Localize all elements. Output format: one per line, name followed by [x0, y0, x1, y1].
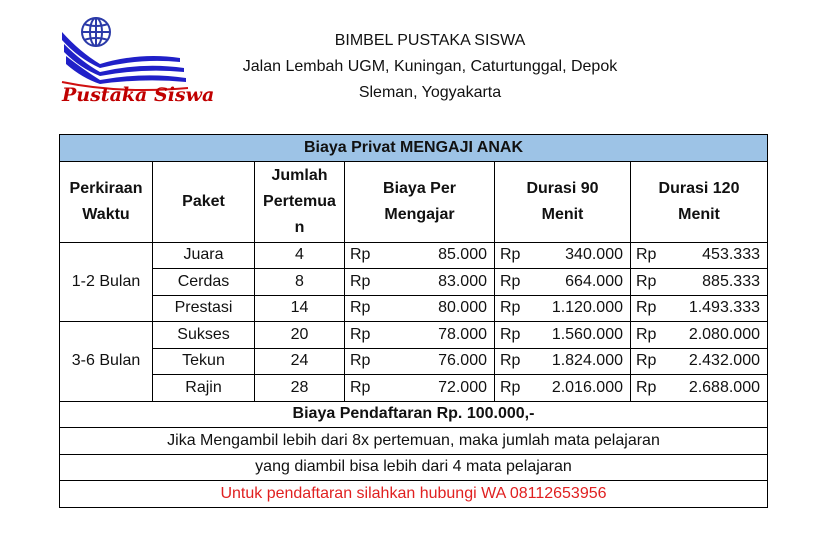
currency: Rp — [636, 352, 657, 370]
d90-cell — [495, 242, 631, 269]
col-header-waktu-line1: Perkiraan — [69, 179, 143, 197]
address-line-2: Sleman, Yogyakarta — [358, 84, 502, 101]
currency: Rp — [350, 246, 371, 264]
note-row-2 — [60, 454, 768, 481]
amount: 453.333 — [702, 246, 760, 264]
paket-cell: Rajin — [153, 375, 255, 402]
jumlah-cell: 20 — [255, 322, 345, 349]
biaya-cell — [345, 322, 495, 349]
currency: Rp — [500, 378, 521, 396]
col-header-jumlah-line3: n — [294, 218, 305, 236]
d120-cell — [631, 375, 768, 402]
currency: Rp — [500, 299, 521, 317]
d90-cell — [495, 348, 631, 375]
table-row — [60, 322, 768, 349]
jumlah-cell: 28 — [255, 375, 345, 402]
amount: 80.000 — [438, 299, 487, 317]
currency: Rp — [500, 272, 521, 290]
jumlah-cell: 24 — [255, 348, 345, 375]
table-row — [60, 269, 768, 296]
paket-cell: Cerdas — [153, 269, 255, 296]
address-line-1: Jalan Lembah UGM, Kuningan, Caturtunggal, Depok — [242, 58, 618, 75]
table-title-row — [60, 135, 768, 162]
amount: 72.000 — [438, 378, 487, 396]
amount: 340.000 — [565, 246, 623, 264]
d120-cell — [631, 269, 768, 296]
waktu-cell: 1-2 Bulan — [60, 242, 153, 322]
amount: 85.000 — [438, 246, 487, 264]
amount: 2.080.000 — [688, 325, 760, 343]
currency: Rp — [636, 299, 657, 317]
registration-fee: Biaya Pendaftaran Rp. 100.000,- — [60, 401, 768, 428]
col-header-jumlah-line2: Pertemua — [263, 192, 336, 210]
contact-info: Untuk pendaftaran silahkan hubungi WA 08112653956 — [60, 481, 768, 508]
paket-cell: Prestasi — [153, 295, 255, 322]
col-header-d90-line1: Durasi 90 — [526, 179, 599, 197]
col-header-d90 — [495, 161, 631, 242]
biaya-cell — [345, 295, 495, 322]
currency: Rp — [636, 272, 657, 290]
biaya-cell — [345, 269, 495, 296]
col-header-d120 — [631, 161, 768, 242]
header-row — [60, 161, 768, 242]
currency: Rp — [350, 272, 371, 290]
col-header-waktu-line2: Waktu — [82, 205, 130, 223]
jumlah-cell: 4 — [255, 242, 345, 269]
biaya-cell — [345, 242, 495, 269]
currency: Rp — [636, 325, 657, 343]
col-header-d120-line1: Durasi 120 — [658, 179, 740, 197]
col-header-jumlah-line1: Jumlah — [271, 166, 328, 184]
col-header-biaya — [345, 161, 495, 242]
col-header-biaya-line2: Mengajar — [384, 205, 455, 223]
d90-cell — [495, 375, 631, 402]
col-header-biaya-line1: Biaya Per — [383, 179, 456, 197]
jumlah-cell: 14 — [255, 295, 345, 322]
col-header-d90-line2: Menit — [541, 205, 584, 223]
amount: 83.000 — [438, 272, 487, 290]
currency: Rp — [350, 299, 371, 317]
col-header-waktu — [60, 161, 153, 242]
table-title: Biaya Privat MENGAJI ANAK — [60, 135, 768, 162]
amount: 2.016.000 — [551, 378, 623, 396]
paket-cell: Tekun — [153, 348, 255, 375]
registration-row — [60, 401, 768, 428]
amount: 1.560.000 — [551, 325, 623, 343]
currency: Rp — [636, 378, 657, 396]
d120-cell — [631, 322, 768, 349]
amount: 78.000 — [438, 325, 487, 343]
amount: 1.493.333 — [688, 299, 760, 317]
table-row — [60, 242, 768, 269]
col-header-jumlah — [255, 161, 345, 242]
currency: Rp — [350, 378, 371, 396]
d90-cell — [495, 322, 631, 349]
col-header-d120-line2: Menit — [678, 205, 720, 223]
currency: Rp — [500, 246, 521, 264]
amount: 2.432.000 — [688, 352, 760, 370]
d120-cell — [631, 295, 768, 322]
amount: 1.824.000 — [551, 352, 623, 370]
currency: Rp — [500, 325, 521, 343]
currency: Rp — [500, 352, 521, 370]
logo-text: Pustaka Siswa — [62, 84, 215, 106]
amount: 76.000 — [438, 352, 487, 370]
table-row — [60, 295, 768, 322]
note-row-1 — [60, 428, 768, 455]
price-table — [59, 134, 768, 508]
amount: 2.688.000 — [688, 378, 760, 396]
org-name: BIMBEL PUSTAKA SISWA — [334, 32, 526, 49]
contact-row — [60, 481, 768, 508]
currency: Rp — [636, 246, 657, 264]
currency: Rp — [350, 352, 371, 370]
col-header-paket: Paket — [153, 161, 255, 242]
currency: Rp — [350, 325, 371, 343]
note-line-1: Jika Mengambil lebih dari 8x pertemuan, maka jumlah mata pelajaran — [60, 428, 768, 455]
amount: 885.333 — [702, 272, 760, 290]
table-row — [60, 348, 768, 375]
d90-cell — [495, 295, 631, 322]
note-line-2: yang diambil bisa lebih dari 4 mata pelajaran — [60, 454, 768, 481]
paket-cell: Sukses — [153, 322, 255, 349]
biaya-cell — [345, 348, 495, 375]
amount: 664.000 — [565, 272, 623, 290]
amount: 1.120.000 — [551, 299, 623, 317]
header — [200, 28, 660, 106]
d90-cell — [495, 269, 631, 296]
biaya-cell — [345, 375, 495, 402]
paket-cell: Juara — [153, 242, 255, 269]
table-row — [60, 375, 768, 402]
d120-cell — [631, 242, 768, 269]
waktu-cell: 3-6 Bulan — [60, 322, 153, 402]
d120-cell — [631, 348, 768, 375]
jumlah-cell: 8 — [255, 269, 345, 296]
